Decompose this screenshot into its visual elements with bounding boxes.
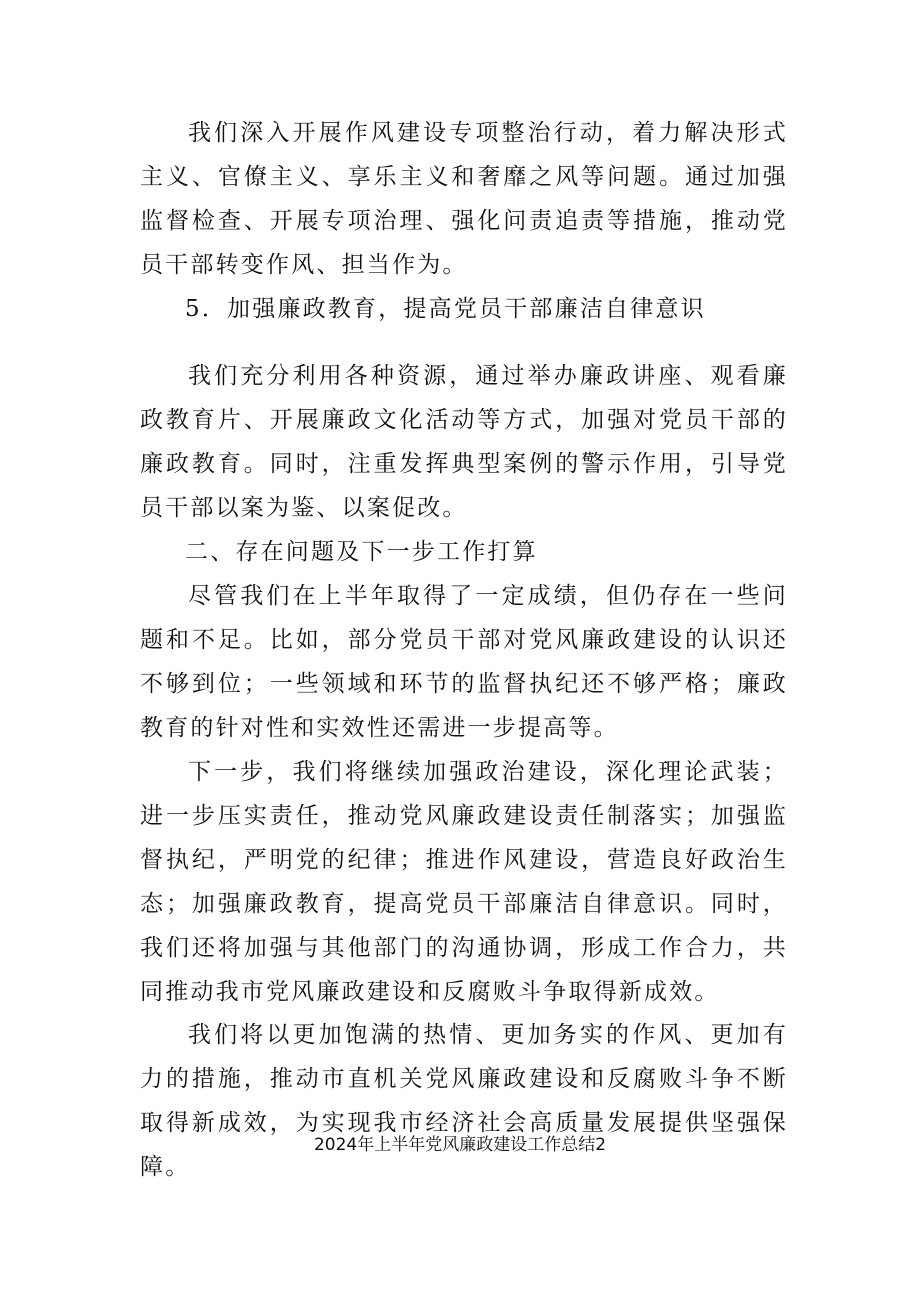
section-heading-integrity-education: 5．加强廉政教育，提高党员干部廉洁自律意识 [185, 296, 706, 322]
paragraph-existing-problems: 尽管我们在上半年取得了一定成绩，但仍存在一些问题和不足。比如，部分党员干部对党风廉政建设的认识还不够到位；一些领域和环节的监督执纪还不够严格；廉政教育的针对性和实效性还需进一步提高等。 [140, 583, 788, 741]
paragraph-closing: 我们将以更加饱满的热情、更加务实的作风、更加有力的措施，推动市直机关党风廉政建设和反腐败斗争不断取得新成效，为实现我市经济社会高质量发展提供坚强保障。 [140, 1022, 788, 1180]
paragraph-style-rectification: 我们深入开展作风建设专项整治行动，着力解决形式主义、官僚主义、享乐主义和奢靡之风等问题。通过加强监督检查、开展专项治理、强化问责追责等措施，推动党员干部转变作风、担当作为。 [140, 120, 788, 278]
section-heading-problems-next-steps: 二、存在问题及下一步工作打算 [185, 539, 538, 565]
paragraph-integrity-education: 我们充分利用各种资源，通过举办廉政讲座、观看廉政教育片、开展廉政文化活动等方式，加强对党员干部的廉政教育。同时，注重发挥典型案例的警示作用，引导党员干部以案为鉴、以案促改。 [140, 363, 788, 521]
paragraph-next-steps: 下一步，我们将继续加强政治建设，深化理论武装；进一步压实责任，推动党风廉政建设责任制落实；加强监督执纪，严明党的纪律；推进作风建设，营造良好政治生态；加强廉政教育，提高党员干部廉洁自律意识。同时，我们还将加强与其他部门的沟通协调，形成工作合力，共同推动我市党风廉政建设和反腐败斗争取得新成效。 [140, 759, 788, 1005]
document-footer-title: 2024年上半年党风廉政建设工作总结2 [313, 1135, 607, 1155]
